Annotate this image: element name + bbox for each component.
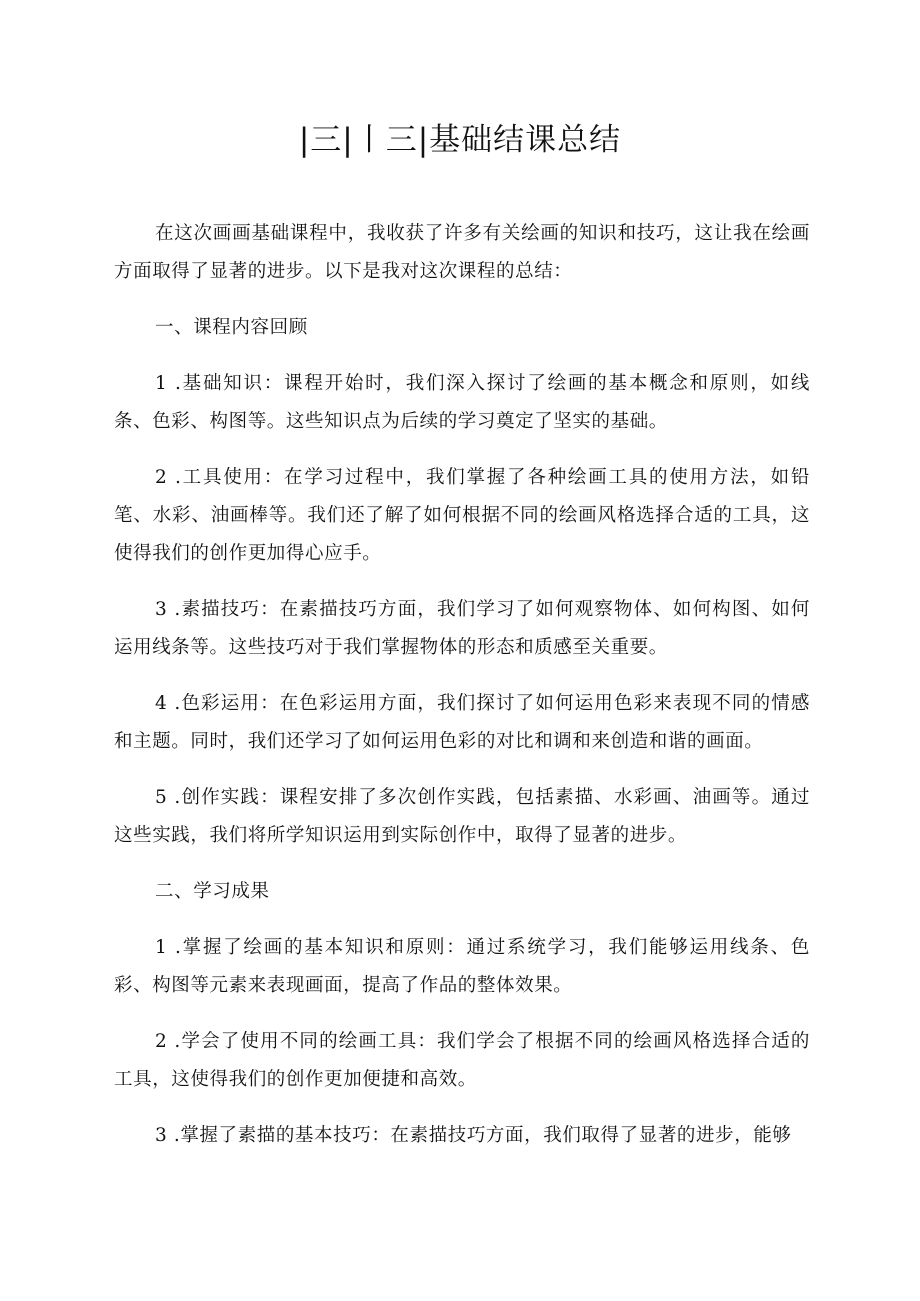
section-heading-review: 一、课程内容回顾 [155, 317, 308, 338]
review-item-practice: 5 .创作实践：课程安排了多次创作实践，包括素描、水彩画、油画等。通过这些实践，我们将所学知识运用到实际创作中，取得了显著的进步。 [114, 787, 810, 846]
result-item-tools: 2 .学会了使用不同的绘画工具：我们学会了根据不同的绘画风格选择合适的工具，这使得我们的创作更加便捷和高效。 [114, 1031, 810, 1090]
review-item-tools: 2 .工具使用：在学习过程中，我们掌握了各种绘画工具的使用方法，如铅笔、水彩、油画棒等。我们还了解了如何根据不同的绘画风格选择合适的工具，这使得我们的创作更加得心应手。 [114, 467, 810, 564]
intro-paragraph: 在这次画画基础课程中，我收获了许多有关绘画的知识和技巧，这让我在绘画方面取得了显著的进步。以下是我对这次课程的总结： [114, 223, 810, 282]
review-item-sketch: 3 .素描技巧：在素描技巧方面，我们学习了如何观察物体、如何构图、如何运用线条等。这些技巧对于我们掌握物体的形态和质感至关重要。 [114, 599, 810, 658]
result-item-knowledge: 1 .掌握了绘画的基本知识和原则：通过系统学习，我们能够运用线条、色彩、构图等元素来表现画面，提高了作品的整体效果。 [114, 937, 810, 996]
document-body [114, 215, 810, 1173]
review-item-basics: 1 .基础知识：课程开始时，我们深入探讨了绘画的基本概念和原则，如线条、色彩、构图等。这些知识点为后续的学习奠定了坚实的基础。 [114, 373, 810, 432]
document-title: |三|丨三|基础结课总结 [298, 122, 622, 158]
section-heading-results: 二、学习成果 [155, 881, 270, 902]
review-item-color: 4 .色彩运用：在色彩运用方面，我们探讨了如何运用色彩来表现不同的情感和主题。同时，我们还学习了如何运用色彩的对比和调和来创造和谐的画面。 [114, 693, 810, 752]
result-item-sketch: 3 .掌握了素描的基本技巧：在素描技巧方面，我们取得了显著的进步，能够 [155, 1125, 792, 1146]
